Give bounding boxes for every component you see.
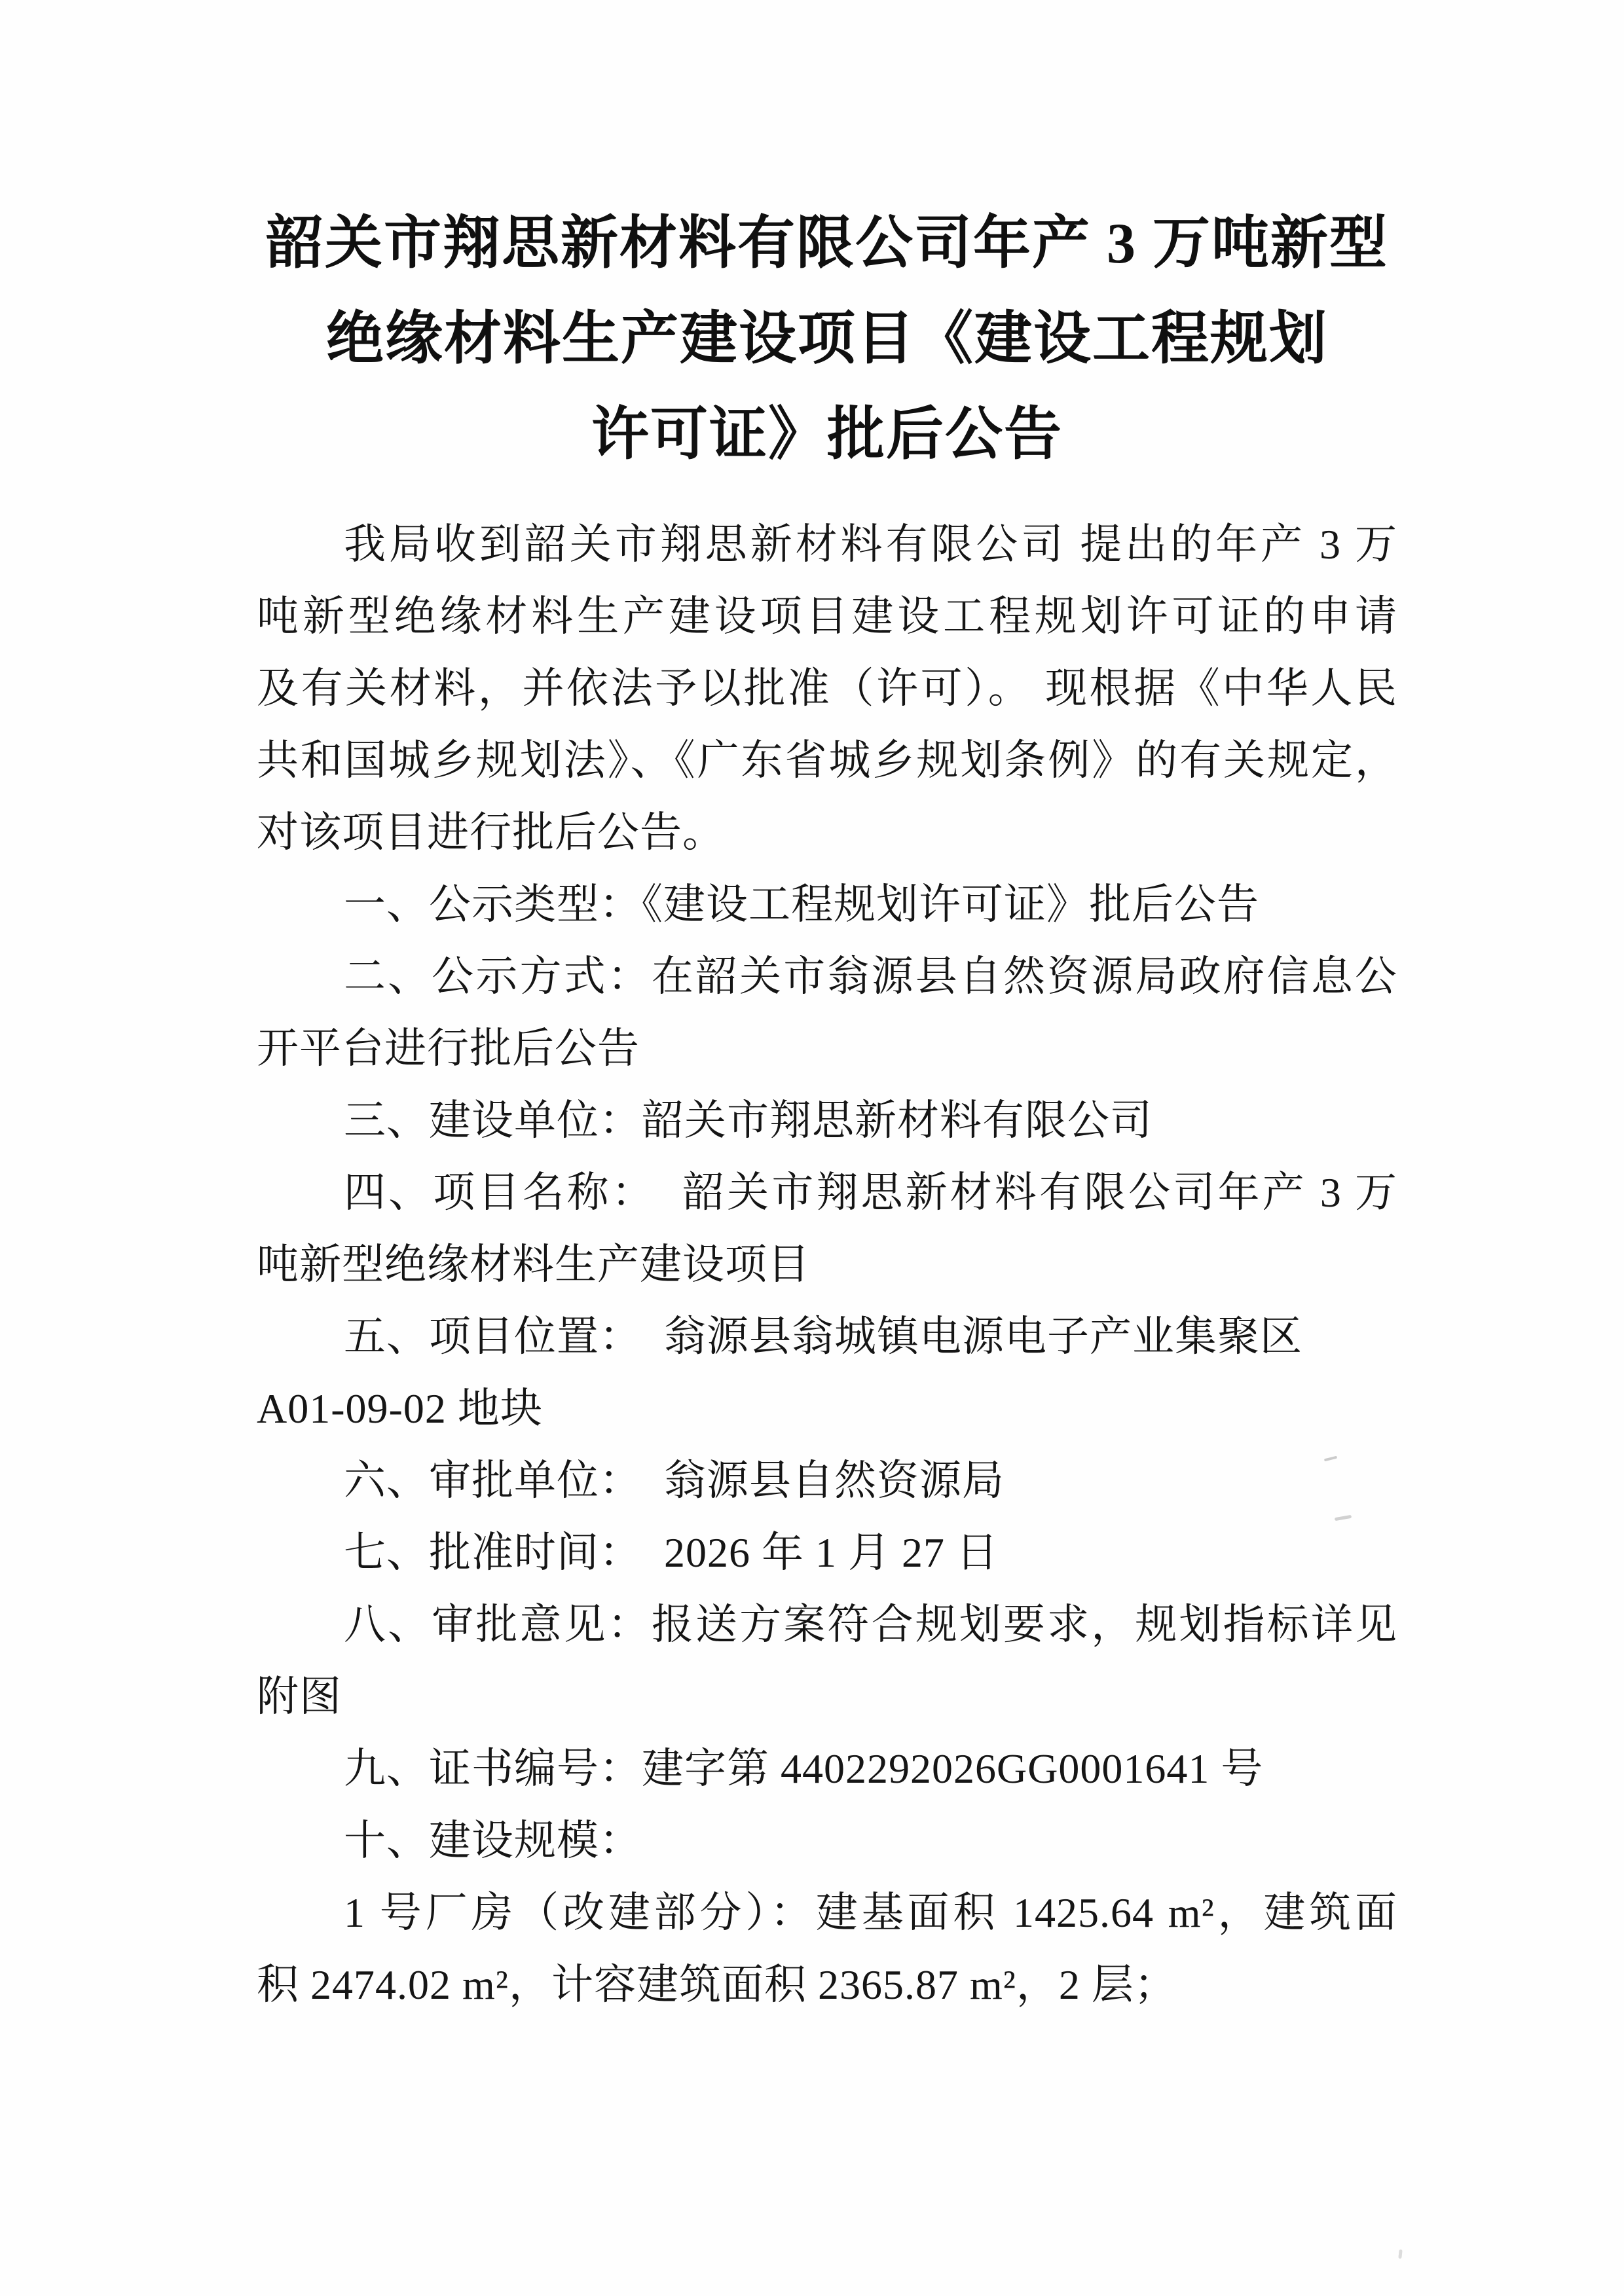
document-line: 对该项目进行批后公告。 bbox=[257, 809, 725, 856]
document-line: 吨新型绝缘材料生产建设项目 bbox=[257, 1241, 810, 1288]
document-line: 共和国城乡规划法》、《广东省城乡规划条例》的有关规定， bbox=[257, 737, 1397, 784]
document-line: 积 2474.02 m²，计容建筑面积 2365.87 m²，2 层； bbox=[257, 1961, 1177, 2008]
document-line: 及有关材料，并依法予以批准（许可）。 现根据《中华人民 bbox=[257, 665, 1397, 712]
title-line-1: 韶关市翔思新材料有限公司年产 3 万吨新型 bbox=[265, 212, 1388, 276]
title-line-3: 许可证》批后公告 bbox=[591, 403, 1063, 467]
document-line: 1 号厂房（改建部分）：建基面积 1425.64 m²，建筑面 bbox=[344, 1889, 1397, 1936]
document-line: 一、公示类型：《建设工程规划许可证》批后公告 bbox=[344, 881, 1259, 928]
document-line: 三、建设单位：韶关市翔思新材料有限公司 bbox=[344, 1097, 1153, 1144]
document-line: 七、批准时间： 2026 年 1 月 27 日 bbox=[344, 1529, 999, 1576]
document-line: 八、审批意见：报送方案符合规划要求，规划指标详见 bbox=[344, 1601, 1397, 1648]
document-line: 十、建设规模： bbox=[344, 1817, 642, 1864]
document-line: 九、证书编号：建字第 4402292026GG0001641 号 bbox=[344, 1745, 1264, 1792]
document-line: 六、审批单位： 翁源县自然资源局 bbox=[344, 1457, 1005, 1504]
document-title bbox=[257, 196, 1397, 483]
document-content bbox=[257, 196, 1397, 2021]
title-line-2: 绝缘材料生产建设项目《建设工程规划 bbox=[325, 308, 1328, 371]
document-line: 二、公示方式：在韶关市翁源县自然资源局政府信息公 bbox=[344, 953, 1397, 1000]
scan-speck bbox=[1398, 2250, 1402, 2259]
document-body bbox=[257, 509, 1397, 2021]
document-line: 吨新型绝缘材料生产建设项目建设工程规划许可证的申请 bbox=[257, 593, 1397, 640]
document-line: 我局收到韶关市翔思新材料有限公司 提出的年产 3 万 bbox=[344, 521, 1397, 568]
document-line: 开平台进行批后公告 bbox=[257, 1025, 640, 1072]
document-line: 四、项目名称： 韶关市翔思新材料有限公司年产 3 万 bbox=[344, 1169, 1397, 1216]
document-line: 五、项目位置： 翁源县翁城镇电源电子产业集聚区 bbox=[344, 1313, 1302, 1360]
document-line: A01-09-02 地块 bbox=[257, 1385, 543, 1432]
document-line: 附图 bbox=[257, 1673, 342, 1720]
